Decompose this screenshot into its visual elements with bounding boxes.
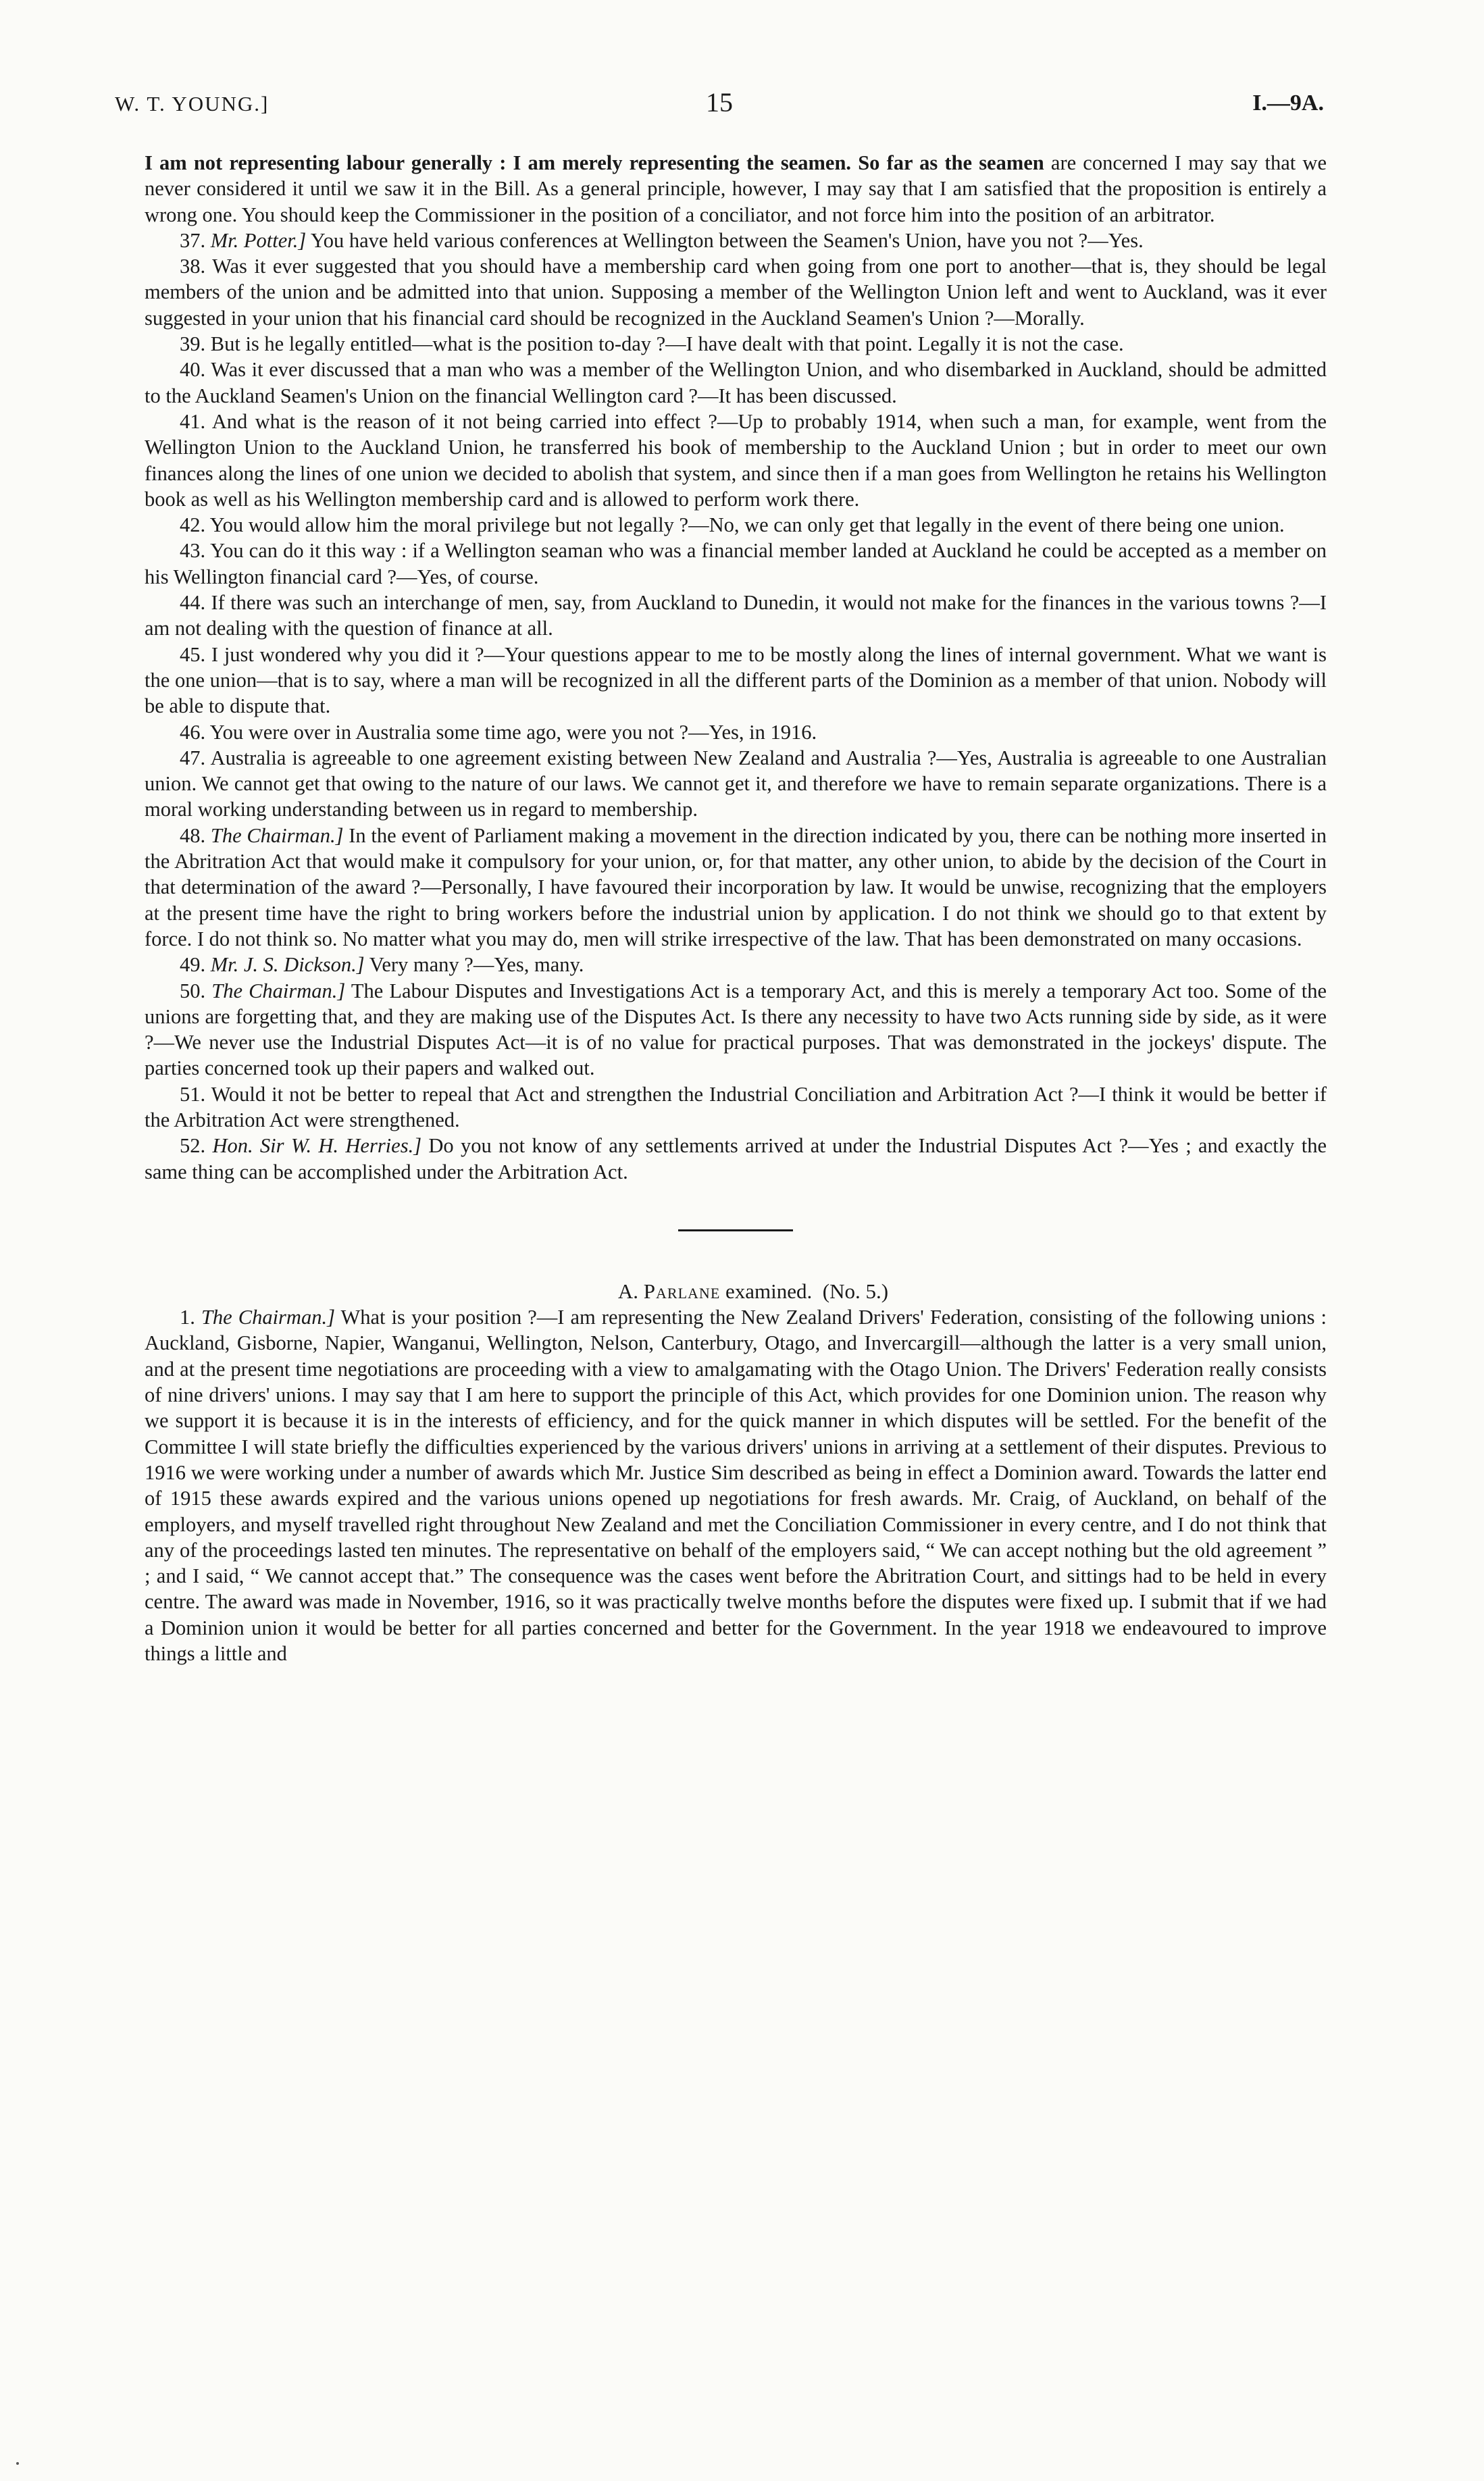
section-heading bbox=[145, 1279, 1327, 1304]
witness-name: W. T. YOUNG.] bbox=[115, 92, 270, 116]
question-paragraph bbox=[145, 1081, 1327, 1133]
scan-speck bbox=[16, 2462, 19, 2465]
question-paragraph bbox=[145, 978, 1327, 1081]
witness-number: (No. 5.) bbox=[822, 1279, 889, 1303]
question-paragraph bbox=[145, 253, 1327, 331]
section-divider bbox=[678, 1229, 793, 1231]
document-reference: I.—9A. bbox=[1252, 91, 1324, 116]
witness-surname: Parlane bbox=[643, 1279, 721, 1303]
examined-label: examined. bbox=[725, 1279, 813, 1303]
question-paragraph bbox=[145, 409, 1327, 512]
page-number: 15 bbox=[706, 87, 733, 118]
question-number: 51. bbox=[180, 1082, 206, 1106]
question-paragraph bbox=[145, 1133, 1327, 1185]
question-text: I just wondered why you did it ?—Your questions appear to me to be mostly along the lines of internal government. What we want is the one union—that is to say, where a man will be recognized in all the different parts of the Dominion as a member of that union. Nobody will be able to dispute that. bbox=[145, 642, 1327, 718]
question-paragraph bbox=[145, 823, 1327, 952]
question-number: 46. bbox=[180, 720, 206, 744]
question-text: Very many ?—Yes, many. bbox=[364, 953, 584, 977]
question-number: 47. bbox=[180, 746, 206, 769]
question-text: Do you not know of any settlements arrived at under the Industrial Disputes Act ?—Yes ; and exactly the same thing can be accomplished under the Arbitration Act. bbox=[145, 1134, 1327, 1183]
question-speaker: Mr. Potter.] bbox=[210, 228, 307, 252]
question-text: You can do it this way : if a Wellington seaman who was a financial member landed at Auckland he could be accepted as a member on his Wellington financial card ?—Yes, of course. bbox=[145, 539, 1327, 588]
question-paragraph bbox=[145, 642, 1327, 719]
witness-initial: A. bbox=[617, 1279, 639, 1303]
question-paragraph bbox=[145, 512, 1327, 538]
page-body bbox=[145, 150, 1327, 1666]
question-paragraph bbox=[145, 590, 1327, 642]
question-number: 42. bbox=[180, 513, 206, 537]
intro-paragraph bbox=[145, 150, 1327, 228]
question-number: 40. bbox=[180, 358, 206, 382]
question-text: What is your position ?—I am representing the New Zealand Drivers' Federation, consisting of the following unions : Auckland, Gisborne, Napier, Wanganui, Wellington, Nelson, Canterbury, Otago, and Invercargill—although the latter is a very small union, and at the present time negotiations are proceeding with a view to amalgamating with the Otago Union. The Drivers' Federation really consists of nine drivers' unions. I may say that I am here to support the principle of this Act, which provides for one Dominion union. The reason why we support it is because it is in the interests of efficiency, and for the quick manner in which disputes will be settled. For the benefit of the Committee I will state briefly the difficulties experienced by the various drivers' unions in arriving at a settlement of their disputes. Previous to 1916 we were working under a number of awards which Mr. Justice Sim described as being in effect a Dominion award. Towards the latter end of 1915 these awards expired and the various unions opened up negotiations for fresh awards. Mr. Craig, of Auckland, on behalf of the employers, and myself travelled right throughout New Zealand and met the Conciliation Commissioner in every centre, and I do not think that any of the proceedings lasted ten minutes. The representative on behalf of the employers said, “ We can accept nothing but the old agreement ” ; and I said, “ We cannot accept that.” The consequence was the cases went before the Abritration Court, and sittings had to be held in every centre. The award was made in November, 1916, so it was practically twelve months before the disputes were fixed up. I submit that if we had a Dominion union it would be better for all parties concerned and better for the Government. In the year 1918 we endeavoured to improve things a little and bbox=[145, 1306, 1327, 1666]
question-text: But is he legally entitled—what is the position to-day ?—I have dealt with that point. Legally it is not the case. bbox=[205, 332, 1124, 356]
question-number: 48. bbox=[180, 823, 206, 847]
question-paragraph bbox=[145, 357, 1327, 409]
question-paragraph bbox=[145, 719, 1327, 745]
intro-bold-text: I am not representing labour generally : I am merely representing the seamen. So far as the seamen bbox=[145, 151, 1044, 174]
question-speaker: The Chairman.] bbox=[211, 979, 346, 1002]
question-text: And what is the reason of it not being carried into effect ?—Up to probably 1914, when such a man, for example, went from the Wellington Union to the Auckland Union, he transferred his book of membership to the Auckland Union ; but in order to meet our own finances along the lines of one union we decided to abolish that system, and since then if a man goes from Wellington he retains his Wellington book as well as his Wellington membership card and is allowed to perform work there. bbox=[145, 409, 1327, 511]
question-text: Would it not be better to repeal that Act and strengthen the Industrial Conciliation and Arbitration Act ?—I think it would be better if the Arbitration Act were strengthened. bbox=[145, 1082, 1327, 1131]
question-number: 52. bbox=[180, 1134, 206, 1158]
intro-text: are concerned I may say that we never considered it until we saw it in the Bill. As a general principle, however, I may say that I am satisfied that the proposition is entirely a wrong one. You should keep the Commissioner in the position of a conciliator, and not force him into the position of an arbitrator. bbox=[145, 151, 1327, 226]
question-text: You were over in Australia some time ago, were you not ?—Yes, in 1916. bbox=[205, 720, 817, 744]
question-text: Was it ever discussed that a man who was a member of the Wellington Union, and who disembarked in Auckland, should be admitted to the Auckland Seamen's Union on the financial Wellington card ?—It has been discussed. bbox=[145, 358, 1327, 407]
question-text: You have held various conferences at Wellington between the Seamen's Union, have you not ?—Yes. bbox=[306, 228, 1144, 252]
question-paragraph bbox=[145, 538, 1327, 590]
question-number: 44. bbox=[180, 591, 206, 615]
question-number: 50. bbox=[180, 979, 206, 1002]
question-speaker: The Chairman.] bbox=[210, 823, 344, 847]
question-number: 37. bbox=[180, 228, 206, 252]
question-number: 45. bbox=[180, 642, 206, 666]
question-speaker: Mr. J. S. Dickson.] bbox=[210, 953, 365, 977]
question-number: 39. bbox=[180, 332, 206, 356]
question-text: You would allow him the moral privilege but not legally ?—No, we can only get that legally in the event of there being one union. bbox=[205, 513, 1285, 537]
question-text: Was it ever suggested that you should have a membership card when going from one port to another—that is, they should be legal members of the union and be admitted into that union. Supposing a member of the Wellington Union left and went to Auckland, was it ever suggested in your union that his financial card should be recognized in the Auckland Seamen's Union ?—Morally. bbox=[145, 255, 1327, 330]
question-speaker: Hon. Sir W. H. Herries.] bbox=[212, 1134, 422, 1158]
question-number: 43. bbox=[180, 539, 206, 563]
question-paragraph bbox=[145, 952, 1327, 977]
page-header bbox=[115, 86, 1324, 127]
question-paragraph bbox=[145, 228, 1327, 253]
question-number: 1. bbox=[180, 1306, 195, 1329]
question-number: 38. bbox=[180, 255, 206, 278]
question-list bbox=[145, 228, 1327, 1185]
question-paragraph bbox=[145, 745, 1327, 823]
parlane-answer bbox=[145, 1304, 1327, 1666]
question-number: 41. bbox=[180, 409, 206, 433]
question-text: The Labour Disputes and Investigations Act is a temporary Act, and this is merely a temporary Act too. Some of the unions are forgetting that, and they are making use of the Disputes Act. Is there any necessity to have two Acts running side by side, as it were ?—We never use the Industrial Disputes Act—it is of no value for practical purposes. That was demonstrated in the jockeys' dispute. The parties concerned took up their papers and walked out. bbox=[145, 979, 1327, 1080]
question-text: If there was such an interchange of men, say, from Auckland to Dunedin, it would not make for the finances in the various towns ?—I am not dealing with the question of finance at all. bbox=[145, 591, 1327, 640]
question-text: Australia is agreeable to one agreement existing between New Zealand and Australia ?—Yes, Australia is agreeable to one Australian union. We cannot get that owing to the nature of our laws. We cannot get it, and therefore we have to remain separate organizations. There is a moral working understanding between us in regard to membership. bbox=[145, 746, 1327, 821]
question-speaker: The Chairman.] bbox=[201, 1306, 335, 1329]
question-text: In the event of Parliament making a movement in the direction indicated by you, there can be nothing more inserted in the Abritration Act that would make it compulsory for your union, or, for that matter, any other union, to abide by the decision of the Court in that determination of the award ?—Personally, I have favoured their incorporation by law. It would be unwise, recognizing that the employers at the present time have the right to bring workers before the industrial union by application. I do not think we should go to that extent by force. I do not think so. No matter what you may do, men will strike irrespective of the law. That has been demonstrated on many occasions. bbox=[145, 823, 1327, 950]
question-number: 49. bbox=[180, 953, 206, 977]
question-paragraph bbox=[145, 331, 1327, 357]
